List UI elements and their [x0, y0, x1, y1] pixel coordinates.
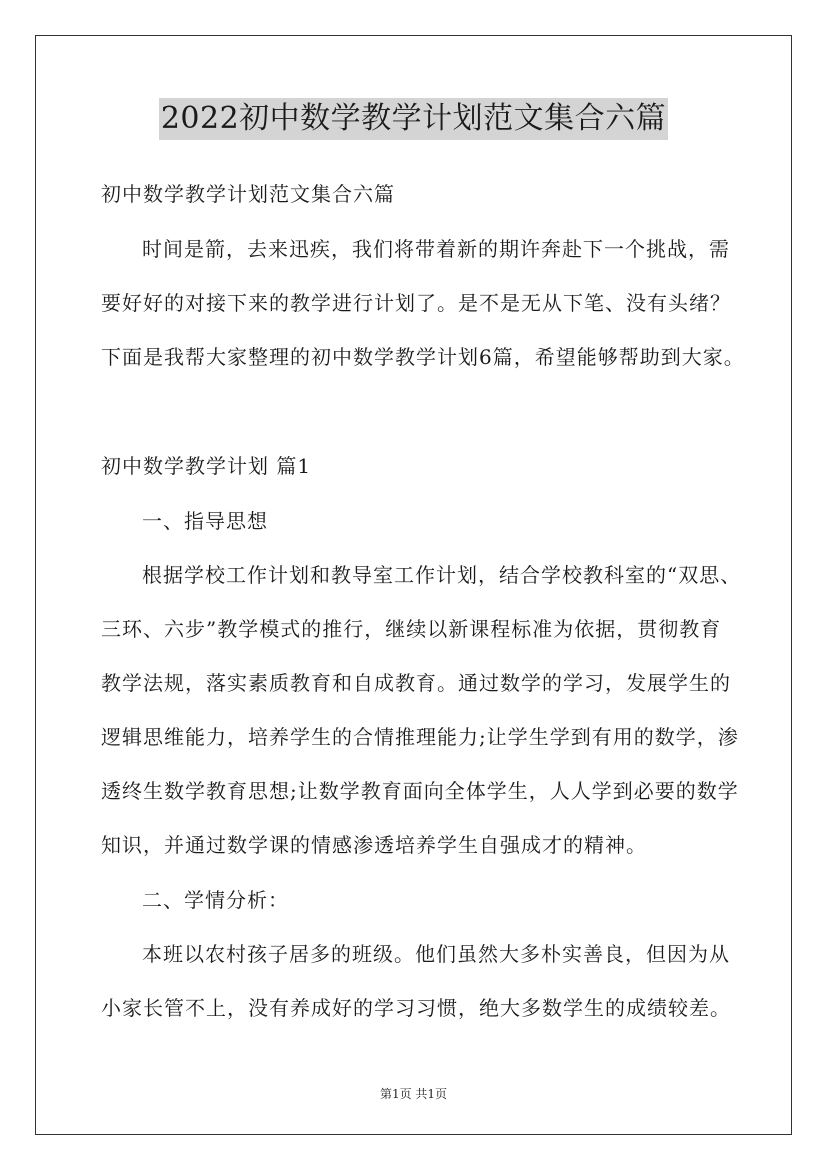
document-title: 2022初中数学教学计划范文集合六篇 — [159, 98, 668, 140]
intro-line-3: 下面是我帮大家整理的初中数学教学计划6篇，希望能够帮助到大家。 — [101, 345, 745, 369]
intro-line-1: 时间是箭，去来迅疾，我们将带着新的期许奔赴下一个挑战，需 — [142, 237, 730, 261]
part1-line-2: 三环、六步”教学模式的推行，继续以新课程标准为依据，贯彻教育 — [101, 617, 722, 641]
document-subtitle: 初中数学教学计划范文集合六篇 — [101, 182, 395, 206]
part2-line-2: 小家长管不上，没有养成好的学习习惯，绝大多数学生的成绩较差。 — [101, 996, 731, 1020]
section-heading: 初中数学教学计划 篇1 — [101, 454, 312, 478]
part1-line-1: 根据学校工作计划和教导室工作计划，结合学校教科室的“双思、 — [142, 563, 742, 587]
title-container — [0, 98, 827, 140]
part2-heading: 二、学情分析： — [142, 888, 289, 912]
part1-line-4: 逻辑思维能力，培养学生的合情推理能力;让学生学到有用的数学，渗 — [101, 725, 739, 749]
part1-line-3: 教学法规，落实素质教育和自成教育。通过数学的学习，发展学生的 — [101, 671, 731, 695]
page-number: 第1页 共1页 — [379, 1087, 448, 1101]
part1-line-5: 透终生数学教育思想;让数学教育面向全体学生，人人学到必要的数学 — [101, 779, 739, 803]
part1-line-6: 知识，并通过数学课的情感渗透培养学生自强成才的精神。 — [101, 833, 647, 857]
part1-heading: 一、指导思想 — [142, 509, 268, 533]
intro-line-2: 要好好的对接下来的教学进行计划了。是不是无从下笔、没有头绪？ — [101, 291, 731, 315]
part2-line-1: 本班以农村孩子居多的班级。他们虽然大多朴实善良，但因为从 — [142, 942, 730, 966]
